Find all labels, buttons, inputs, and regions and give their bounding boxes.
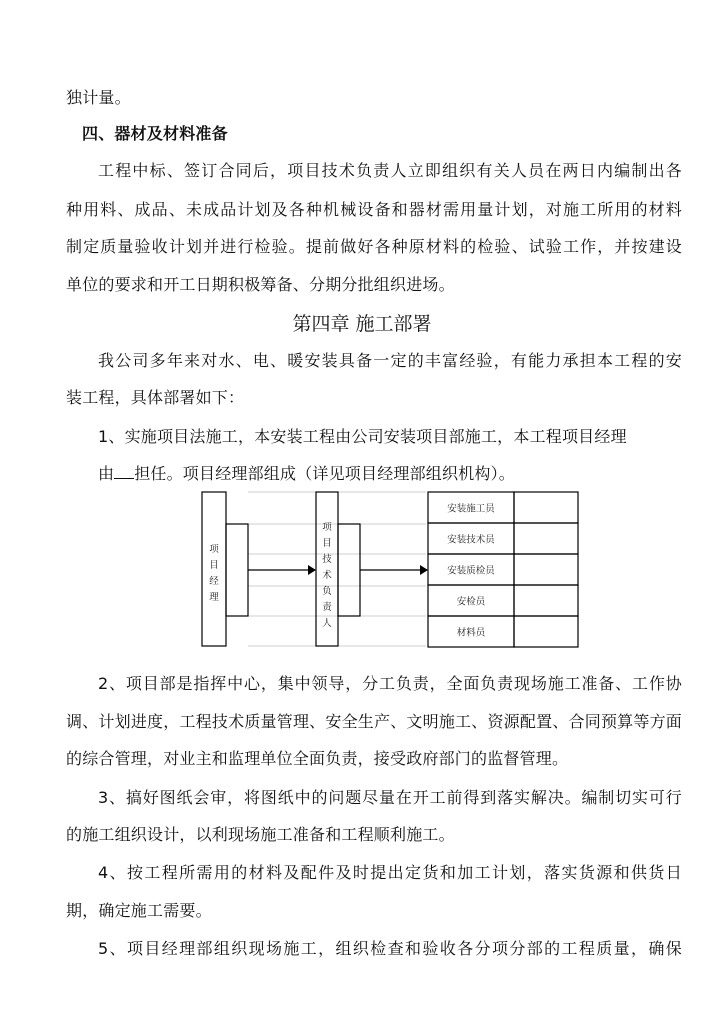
tech-lead-inner-box [338,524,360,616]
text-line: 独计量。 [66,88,131,107]
grid-lines [248,492,426,646]
text-line: 工程中标、签订合同后，项目技术负责人立即组织有关人员在两日内编制出各 [98,161,682,180]
role-label: 安检员 [456,596,486,608]
blank-underline [114,464,134,479]
text-fragment: 担任。项目经理部组成（详见项目经理部组织机构）。 [134,464,516,483]
arrow-head [308,565,316,575]
text-line: 3、搞好图纸会审，将图纸中的问题尽量在开工前得到落实解决。编制切实可行 [98,788,682,807]
section-heading: 四、器材及材料准备 [82,124,228,143]
chart-label-char: 人 [322,618,332,629]
text-line: 的施工组织设计，以利现场施工准备和工程顺利施工。 [66,825,455,844]
arrow-head [420,565,428,575]
text-line: 2、项目部是指挥中心，集中领导，分工负责，全面负责现场施工准备、工作协 [98,674,682,693]
text-line: 种用料、成品、未成品计划及各种机械设备和器材需用量计划，对施工所用的材料 [66,200,682,219]
text-line: 期，确定施工需要。 [66,901,212,920]
chart-label-char: 责 [322,602,332,613]
text-line: 单位的要求和开工日期积极筹备、分期分批组织进场。 [66,275,455,294]
role-label: 材料员 [456,627,486,639]
chart-label-char: 术 [322,570,332,581]
role-label: 安装技术员 [447,534,495,546]
role-blank-cell [514,554,578,585]
role-blank-cell [514,492,578,523]
role-blank-cell [514,585,578,616]
chart-label-char: 项 [322,522,332,533]
chart-label-char: 项 [209,544,219,555]
role-label: 安装质检员 [447,565,495,577]
text-line: 我公司多年来对水、电、暖安装具备一定的丰富经验，有能力承担本工程的安 [98,351,682,370]
chart-label-char: 负 [322,586,332,597]
manager-inner-box [226,524,248,616]
chart-label-char: 目 [322,538,332,549]
chart-label-char: 理 [209,592,219,603]
chapter-title: 第四章 施工部署 [292,313,432,335]
role-blank-cell [514,616,578,647]
text-line: 调、计划进度，工程技术质量管理、安全生产、文明施工、资源配置、合同预算等方面 [66,712,682,731]
role-label: 安装施工员 [447,503,495,515]
tech-lead-label [322,522,332,629]
text-fragment: 由 [98,464,115,483]
manager-label [209,544,219,603]
org-chart [198,490,582,652]
text-line: 5、项目经理部组织现场施工，组织检查和验收各分项分部的工程质量，确保 [98,939,682,958]
role-blank-cell [514,523,578,554]
chart-label-char: 目 [209,560,219,571]
text-line: 制定质量验收计划并进行检验。提前做好各种原材料的检验、试验工作，并按建设 [66,237,682,256]
chart-label-char: 经 [209,576,219,587]
text-line: 的综合管理，对业主和监理单位全面负责，接受政府部门的监督管理。 [66,749,569,768]
text-line: 1、实施项目法施工，本安装工程由公司安装项目部施工，本工程项目经理 [98,427,627,446]
text-line: 装工程，具体部署如下： [66,388,245,407]
chart-label-char: 技 [322,554,332,565]
text-line [98,464,682,484]
text-line: 4、按工程所需用的材料及配件及时提出定货和加工计划，落实货源和供货日 [98,863,682,882]
roles-table [428,492,578,647]
